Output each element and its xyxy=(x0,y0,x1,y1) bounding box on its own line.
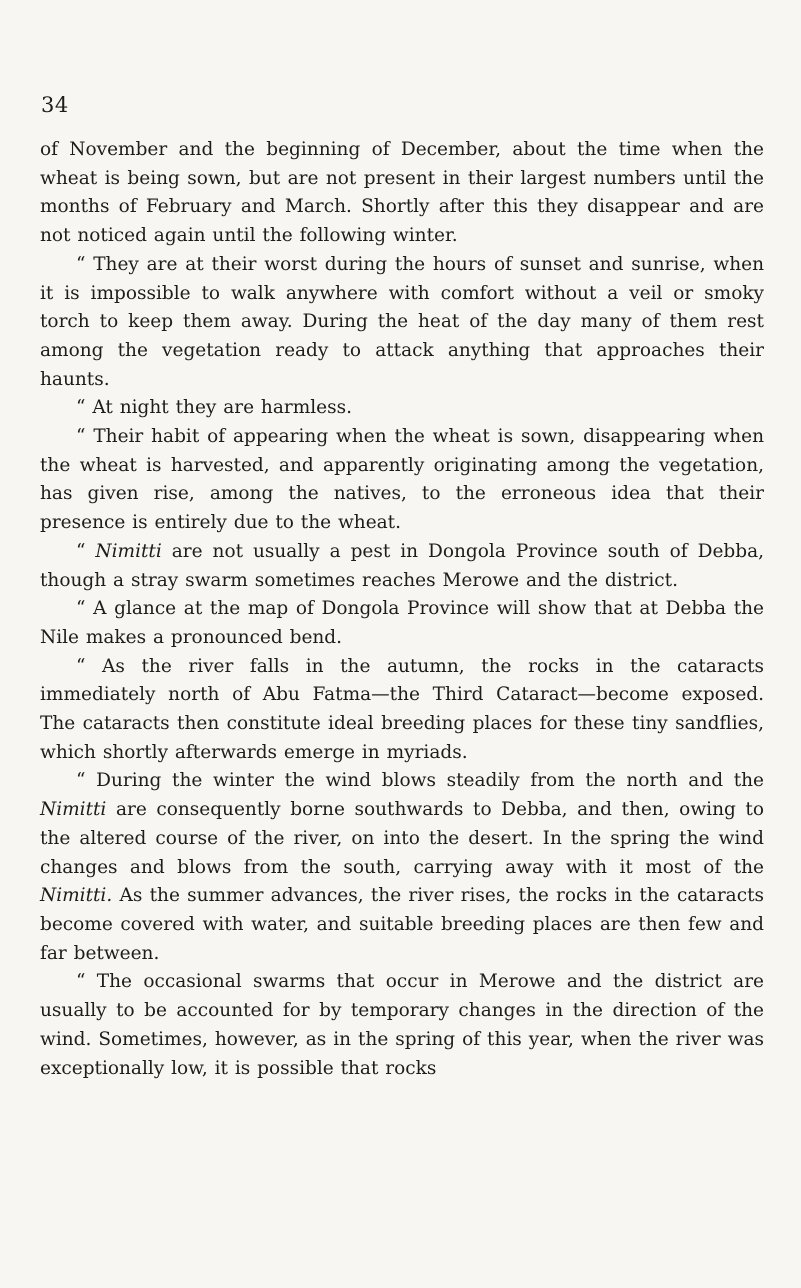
text-segment: are consequently borne southwards to Debba, and then, owing to the altered course of the river, on into the desert. In the spring the wind changes and blows from the south, carrying away with it most of the xyxy=(40,799,764,878)
text-segment: As the summer advances, the river rises, the rocks in the cataracts become covered with water, and suitable breeding places are then few and far between. xyxy=(40,885,764,964)
text-segment: are not usually a pest in Dongola Province south of Debba, though a stray swarm sometimes reaches Merowe and the district. xyxy=(40,540,764,591)
text-segment: “ At night they are harmless. xyxy=(76,397,352,419)
page-number: 34 xyxy=(41,93,69,117)
paragraph xyxy=(40,595,764,652)
text-segment: “ xyxy=(76,540,96,562)
text-segment: “ Their habit of appearing when the wheat is sown, disappearing when the wheat is harvested, and apparently originating among the vegetation, has given rise, among the natives, to the erroneous idea that their presence is entirely due to the wheat. xyxy=(40,426,764,534)
italic-term: Nimitti xyxy=(95,540,162,562)
text-segment: of November and the beginning of December, about the time when the wheat is being sown, but are not present in their largest numbers until the months of February and March. Shortly after this they disappear and are not noticed again until the following winter. xyxy=(40,139,764,247)
paragraph xyxy=(40,767,764,968)
paragraph xyxy=(40,423,764,538)
italic-term: Nimitti. xyxy=(40,885,113,907)
paragraph xyxy=(40,136,764,251)
paragraph xyxy=(40,653,764,768)
paragraph xyxy=(40,538,764,595)
text-segment: “ The occasional swarms that occur in Merowe and the district are usually to be accounted for by temporary changes in the direction of the wind. Sometimes, however, as in the spring of this year, when the river was exceptionally low, it is possible that rocks xyxy=(40,971,764,1079)
body-text xyxy=(40,136,764,1083)
text-segment: “ They are at their worst during the hours of sunset and sunrise, when it is impossible to walk anywhere with comfort without a veil or smoky torch to keep them away. During the heat of the day many of them rest among the vegetation ready to attack anything that approaches their haunts. xyxy=(40,253,764,390)
text-segment: “ As the river falls in the autumn, the rocks in the cataracts immediately north of Abu Fatma—the Third Cataract—become exposed. The cataracts then constitute ideal breeding places for these tiny sandflies, which shortly afterwards emerge in myriads. xyxy=(40,655,764,763)
text-segment: “ During the winter the wind blows steadily from the north and the xyxy=(76,770,764,792)
paragraph xyxy=(40,251,764,395)
paragraph xyxy=(40,394,764,423)
paragraph xyxy=(40,968,764,1083)
italic-term: Nimitti xyxy=(40,799,107,821)
text-segment: “ A glance at the map of Dongola Province will show that at Debba the Nile makes a pronounced bend. xyxy=(40,598,764,648)
